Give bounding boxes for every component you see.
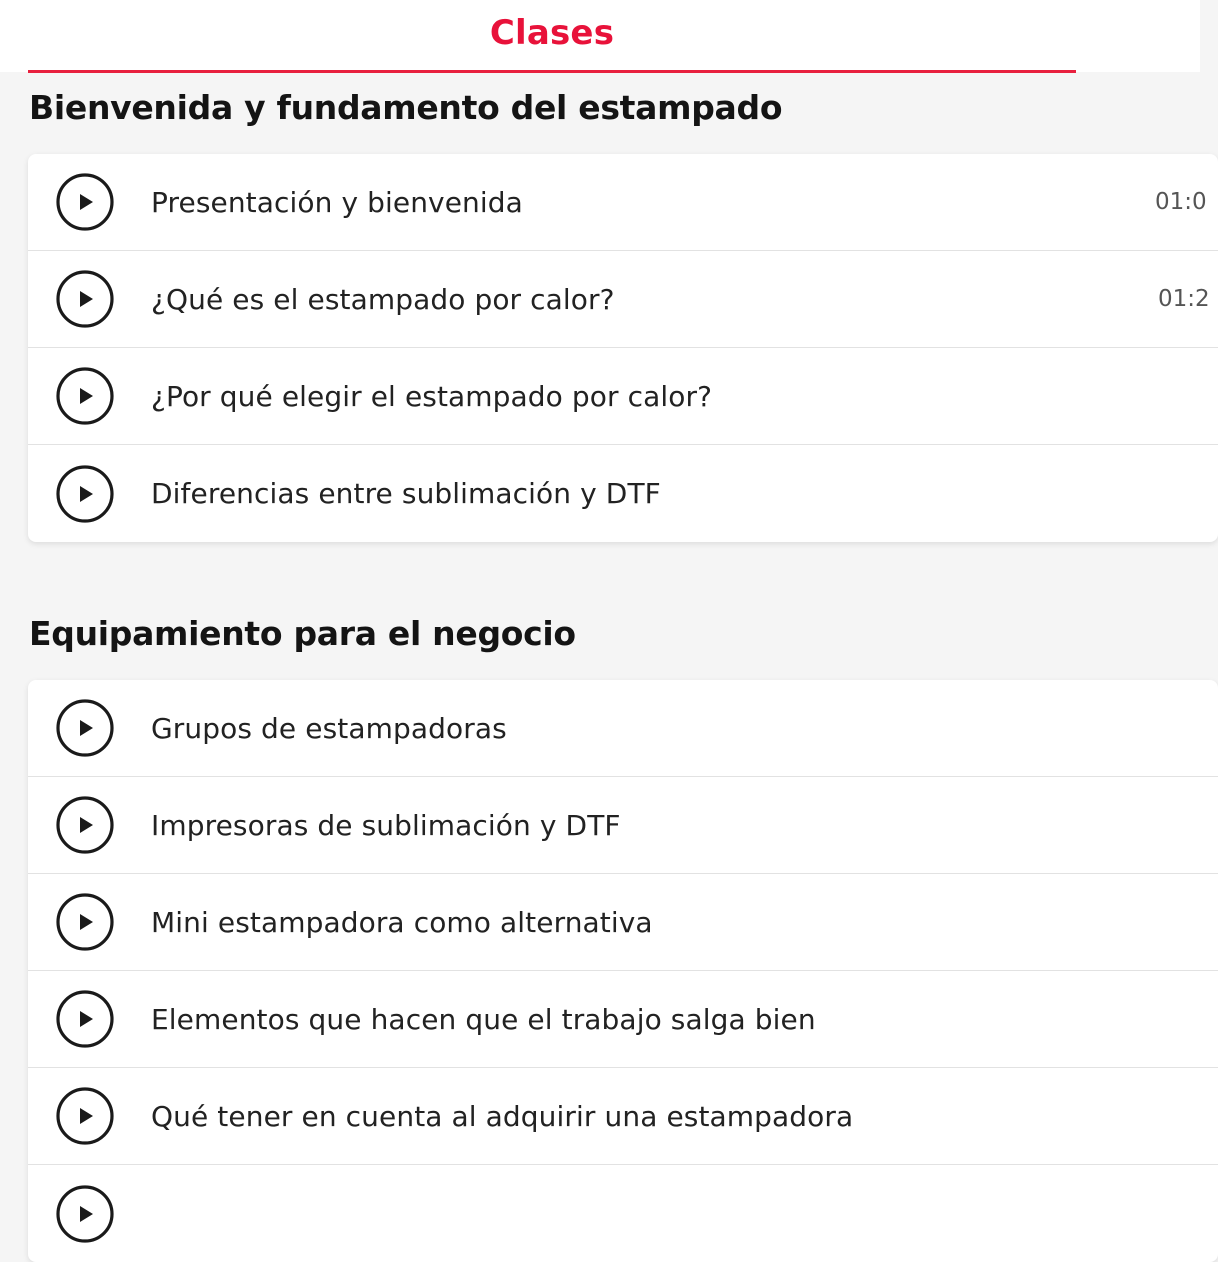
lesson-title: Elementos que hacen que el trabajo salga bien — [151, 1002, 816, 1036]
lesson-title: Diferencias entre sublimación y DTF — [151, 477, 661, 510]
lesson-duration: 01:2 — [1158, 286, 1210, 312]
lesson-row[interactable] — [28, 971, 1218, 1068]
lesson-title: ¿Por qué elegir el estampado por calor? — [151, 379, 713, 413]
play-circle-icon[interactable] — [56, 367, 114, 425]
lesson-row[interactable] — [28, 445, 1218, 542]
play-circle-icon[interactable] — [56, 699, 114, 757]
lesson-title: Presentación y bienvenida — [151, 185, 523, 219]
lesson-row[interactable] — [28, 1165, 1218, 1262]
play-circle-icon[interactable] — [56, 796, 114, 854]
lesson-row[interactable] — [28, 348, 1218, 445]
section-title: Bienvenida y fundamento del estampado — [29, 88, 783, 127]
lesson-duration: 01:0 — [1155, 189, 1207, 215]
play-circle-icon[interactable] — [56, 1185, 114, 1243]
tab-classes-label: Clases — [489, 13, 615, 53]
lesson-row[interactable] — [28, 874, 1218, 971]
lesson-title: ¿Qué es el estampado por calor? — [151, 282, 615, 316]
tab-classes[interactable] — [28, 0, 1076, 73]
lesson-list — [28, 154, 1218, 542]
lesson-row[interactable] — [28, 777, 1218, 874]
lesson-title: Mini estampadora como alternativa — [151, 905, 653, 939]
lesson-row[interactable] — [28, 1068, 1218, 1165]
lesson-row[interactable] — [28, 680, 1218, 777]
play-circle-icon[interactable] — [56, 173, 114, 231]
lesson-title: Qué tener en cuenta al adquirir una estampadora — [151, 1099, 854, 1133]
lesson-title: Grupos de estampadoras — [151, 711, 507, 745]
play-circle-icon[interactable] — [56, 270, 114, 328]
play-circle-icon[interactable] — [56, 465, 114, 523]
play-circle-icon[interactable] — [56, 1087, 114, 1145]
lesson-title: Impresoras de sublimación y DTF — [151, 808, 621, 842]
lesson-list — [28, 680, 1218, 1262]
lesson-row[interactable] — [28, 251, 1218, 348]
tab-bar — [0, 0, 1200, 72]
section-title: Equipamiento para el negocio — [29, 614, 576, 653]
play-circle-icon[interactable] — [56, 990, 114, 1048]
play-circle-icon[interactable] — [56, 893, 114, 951]
lesson-row[interactable] — [28, 154, 1218, 251]
